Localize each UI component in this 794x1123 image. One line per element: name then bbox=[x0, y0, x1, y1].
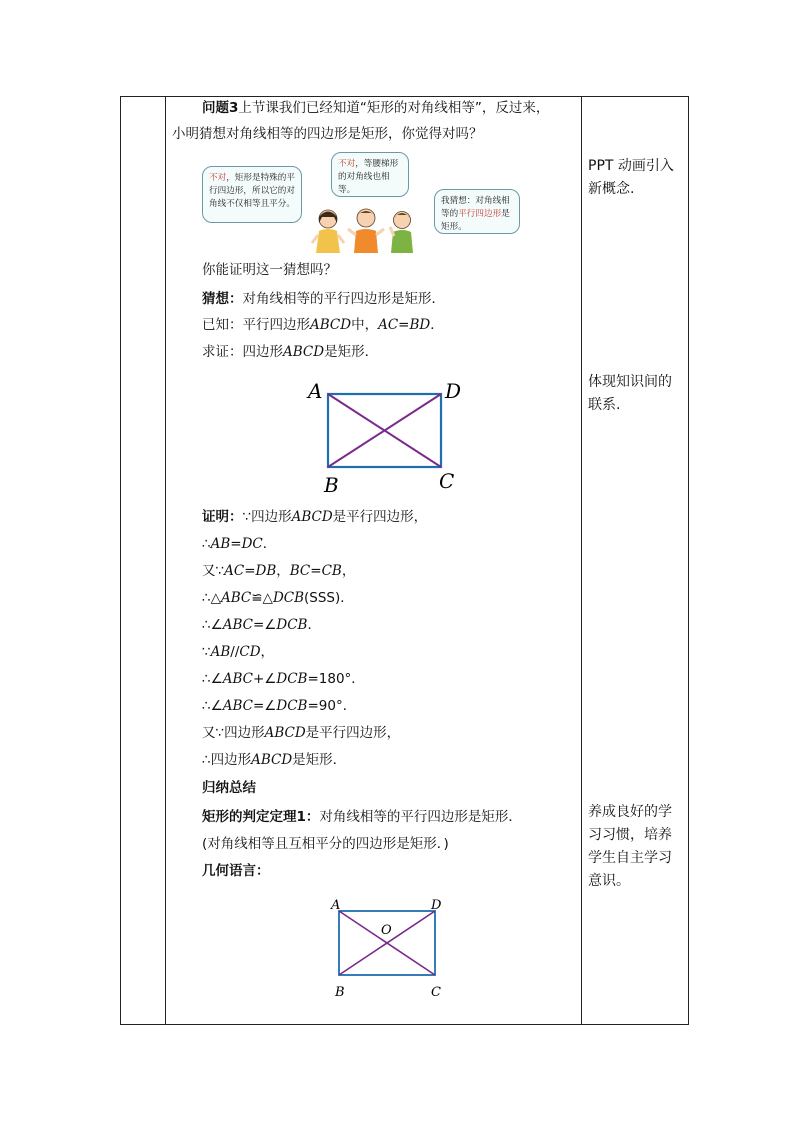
conjecture: 猜想：对角线相等的平行四边形是矩形． bbox=[202, 291, 445, 307]
proof-line-10: ∴四边形ABCD是矩形． bbox=[202, 752, 347, 768]
problem-line-1: 问题3上节课我们已经知道“矩形的对角线相等”，反过来， bbox=[202, 100, 550, 116]
note-intro: PPT 动画引入新概念. bbox=[588, 158, 674, 197]
proof-line-3: 又∵AC=DB，BC=CB， bbox=[202, 563, 356, 579]
bubble-middle: 不对，等腰梯形的对角线也相等。 bbox=[331, 152, 409, 197]
geometry-language-label: 几何语言： bbox=[202, 863, 270, 879]
label2-d: D bbox=[431, 898, 442, 913]
summary-title: 归纳总结 bbox=[202, 780, 256, 796]
label2-a: A bbox=[331, 898, 341, 913]
proof-line-6: ∵AB//CD， bbox=[202, 644, 275, 660]
bubble-right: 我猜想：对角线相等的平行四边形是矩形。 bbox=[434, 189, 520, 234]
bubble-left: 不对，矩形是特殊的平行四边形，所以它的对角线不仅相等且平分。 bbox=[202, 166, 302, 223]
proof-line-9: 又∵四边形ABCD是平行四边形， bbox=[202, 725, 401, 741]
problem-line-2: 小明猜想对角线相等的四边形是矩形，你觉得对吗？ bbox=[172, 126, 483, 142]
rectangle-figure-2 bbox=[325, 893, 450, 1001]
proof-line-4: ∴△ABC≌△DCB(SSS)． bbox=[202, 590, 354, 606]
theorem: 矩形的判定定理1：对角线相等的平行四边形是矩形． bbox=[202, 809, 522, 825]
column-divider-right bbox=[581, 96, 582, 1025]
label-d: D bbox=[445, 379, 462, 403]
column-divider-left bbox=[165, 96, 166, 1025]
to-prove: 求证：四边形ABCD是矩形． bbox=[202, 344, 379, 360]
proof-line-5: ∴∠ABC=∠DCB． bbox=[202, 617, 321, 633]
note-connection: 体现知识间的联系. bbox=[588, 374, 672, 413]
label2-b: B bbox=[335, 985, 345, 1000]
label2-c: C bbox=[431, 985, 441, 1000]
given: 已知：平行四边形ABCD中，AC=BD． bbox=[202, 317, 444, 333]
proof-line-1: 证明：∵四边形ABCD是平行四边形， bbox=[202, 509, 428, 525]
proof-line-8: ∴∠ABC=∠DCB=90°． bbox=[202, 698, 357, 714]
proof-line-7: ∴∠ABC+∠DCB=180°． bbox=[202, 671, 365, 687]
student-boy-icon bbox=[348, 209, 384, 253]
proof-line-2: ∴AB=DC． bbox=[202, 536, 277, 552]
rectangle-figure-1 bbox=[300, 374, 470, 496]
label-a: A bbox=[308, 379, 323, 403]
label-c: C bbox=[439, 469, 455, 493]
students-illustration bbox=[310, 205, 422, 253]
student-girl-icon bbox=[312, 210, 344, 253]
prove-question: 你能证明这一猜想吗？ bbox=[202, 262, 337, 278]
label-b: B bbox=[324, 473, 339, 496]
theorem-alt: (对角线相等且互相平分的四边形是矩形．) bbox=[202, 836, 449, 852]
note-habits: 养成良好的学习习惯，培养学生自主学习意识。 bbox=[588, 804, 672, 889]
label2-o: O bbox=[381, 923, 392, 938]
student-boy-2-icon bbox=[390, 212, 413, 254]
